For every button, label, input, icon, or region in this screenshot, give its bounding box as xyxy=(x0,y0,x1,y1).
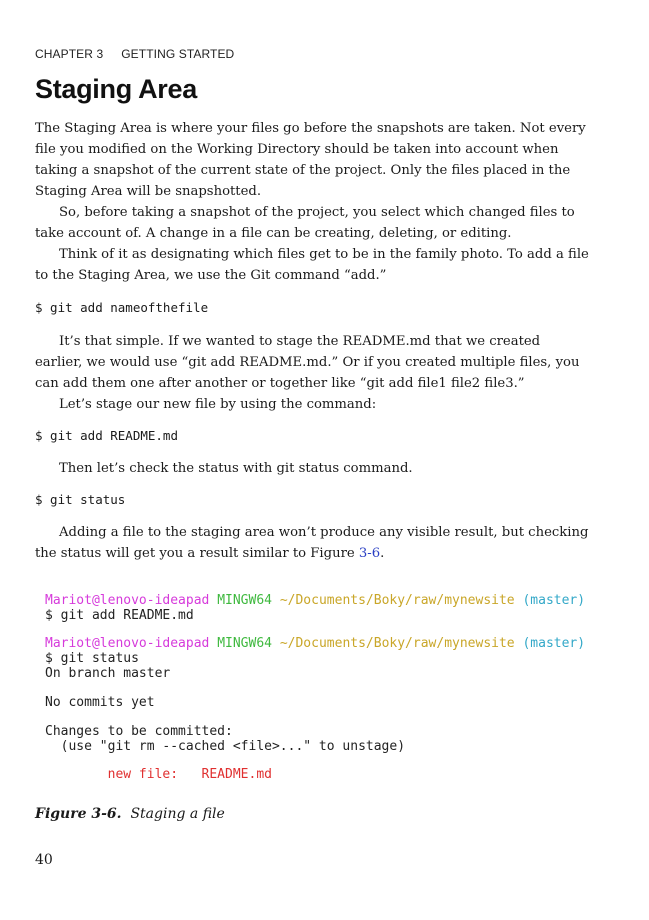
running-head-title: GETTING STARTED xyxy=(121,47,235,61)
figure-caption xyxy=(35,806,225,822)
paragraph-3: Think of it as designating which files get to be in the family photo. To add a file to the Staging Area, we use the Git command “add.” xyxy=(35,247,589,283)
figure-link[interactable]: 3-6 xyxy=(358,546,381,561)
terminal-cmd-add: $ git add README.md xyxy=(45,608,194,623)
code-line-add-generic: $ git add nameofthefile xyxy=(35,300,209,315)
paragraph-6: Then let’s check the status with git status command. xyxy=(59,461,413,476)
paragraph-1: The Staging Area is where your files go before the snapshots are taken. Not every file you modified on the Working Directory should be taken into account when taking a snapshot of the current state of the project. Only the files placed in the Staging Area will be snapshotted. xyxy=(35,121,586,199)
terminal-out-no-commits: No commits yet xyxy=(45,695,155,710)
terminal-out-hint: (use "git rm --cached <file>..." to unstage) xyxy=(45,739,406,754)
terminal-prompt-2: Mariot@lenovo-ideapad MINGW64 ~/Documents/Boky/raw/mynewsite (master) xyxy=(45,636,586,651)
paragraph-5: Let’s stage our new file by using the command: xyxy=(59,397,377,412)
paragraph-7-text: Adding a file to the staging area won’t produce any visible result, but checking the status will get you a result similar to Figure xyxy=(35,525,589,561)
running-head xyxy=(35,47,234,61)
running-head-chapter: CHAPTER 3 xyxy=(35,47,104,61)
terminal-cmd-status: $ git status xyxy=(45,651,139,666)
terminal-prompt-1: Mariot@lenovo-ideapad MINGW64 ~/Documents/Boky/raw/mynewsite (master) xyxy=(45,593,586,608)
paragraph-2: So, before taking a snapshot of the project, you select which changed files to take account of. A change in a file can be creating, deleting, or editing. xyxy=(35,205,575,241)
terminal-new-file: new file: README.md xyxy=(45,767,272,782)
terminal-out-branch: On branch master xyxy=(45,666,171,681)
caption-label: Figure 3-6. xyxy=(35,806,122,822)
page-number: 40 xyxy=(35,852,53,868)
paragraph-4: It’s that simple. If we wanted to stage the README.md that we created earlier, we would use “git add README.md.” Or if you created multiple files, you can add them one after another or together like “git add file1 file2 file3.” xyxy=(35,334,580,391)
code-line-add-readme: $ git add README.md xyxy=(35,428,178,443)
caption-text: Staging a file xyxy=(130,806,225,822)
terminal-out-changes: Changes to be committed: xyxy=(45,724,233,739)
section-title: Staging Area xyxy=(35,74,197,104)
paragraph-7 xyxy=(35,522,590,564)
terminal-screenshot xyxy=(35,588,595,788)
code-line-status: $ git status xyxy=(35,492,126,507)
paragraph-7-end: . xyxy=(380,546,385,561)
